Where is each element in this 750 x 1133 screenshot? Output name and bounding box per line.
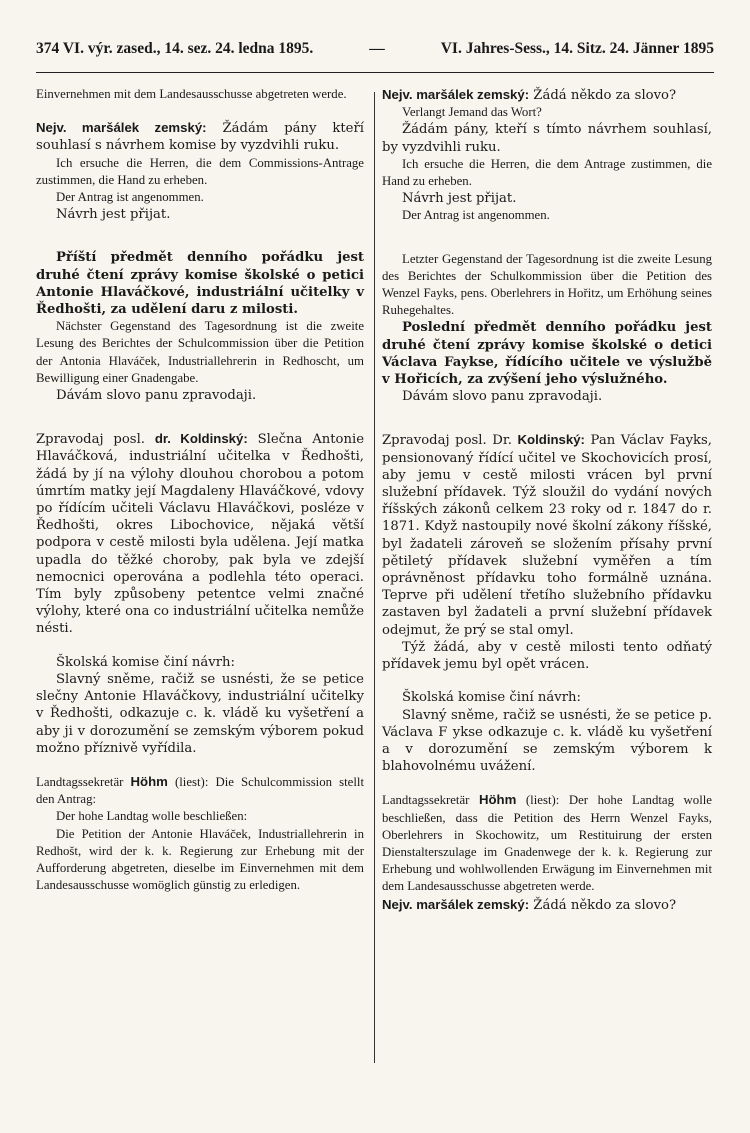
- speaker-name: Koldinský:: [517, 432, 585, 448]
- czech-paragraph: Dávám slovo panu zpravodaji.: [402, 389, 603, 405]
- paragraph-gap: [36, 223, 364, 249]
- speech-text: Žádá někdo za slovo?: [529, 897, 677, 913]
- german-paragraph: Nächster Gegenstand des Tagesordnung ist die zweite Lesung des Berichtes der Schulcommission über die Petition der Antonia Hlaváček, Industriallehrerin in Redhoscht, um Bewilligung einer Gnadengabe.: [36, 319, 364, 385]
- speaker-paragraph: [36, 773, 364, 808]
- header-right: VI. Jahres-Sess., 14. Sitz. 24. Jänner 1895: [440, 40, 714, 57]
- speaker-name: Nejv. maršálek zemský:: [382, 896, 530, 912]
- czech-paragraph: Návrh jest přijat.: [56, 207, 171, 223]
- german-paragraph: Ich ersuche die Herren, die dem Commissions-Antrage zustimmen, die Hand zu erheben.: [36, 155, 364, 187]
- speaker-paragraph: [36, 119, 364, 154]
- paragraph-gap: [36, 638, 364, 654]
- speaker-name: Höhm: [130, 773, 168, 789]
- czech-paragraph: Školská komise činí návrh:: [56, 654, 235, 670]
- speaker-prefix: Landtagssekretär: [382, 793, 479, 808]
- german-paragraph: Letzter Gegenstand der Tagesordnung ist die zweite Lesung des Berichtes der Schulkommission über die Petition des Wenzel Fayks, pens. Oberlehrers in Hořitz, um Erhöhung seines Ruhegehaltes.: [382, 251, 712, 318]
- speaker-prefix: Zpravodaj posl.: [36, 432, 155, 448]
- czech-paragraph: Žádám pány, kteří s tímto návrhem souhlasí, by vyzdvihli ruku.: [382, 122, 712, 155]
- german-paragraph: Ich ersuche die Herren, die dem Antrage zustimmen, die Hand zu erheben.: [382, 156, 712, 189]
- czech-paragraph: Poslední předmět denního pořádku jest druhé čtení zprávy komise školské o detici Václava Faykse, řídícího učitele ve výslužbě v Hořicích, za zvýšení jeho výslužného.: [382, 320, 712, 388]
- header-rule: [36, 72, 714, 73]
- speech-text: Pan Václav Fayks, pensionovaný řídící učitel ve Skochovicích prosí, aby jemu v cestě milosti vrácen byl první služební přídavek. Týž sloužil do vydání nových říšských zákonů celkem 23 roky od r. 1847 do r. 1871. Když nastoupily nové školní zákony říšské, byl žadateli zároveň se složením přísahy první pětiletý přídavek služební vyměřen a tím oprávněnost přídavku toho formálně uznána. Teprve při udělení třetího služebního přídavku zastaven byl žadateli a první služební přídavek odejmut, že prý se stal omyl.: [382, 433, 712, 638]
- speaker-name: Nejv. maršálek zemský:: [382, 87, 530, 102]
- german-paragraph: Der hohe Landtag wolle beschließen:: [56, 809, 248, 824]
- german-paragraph: Verlangt Jemand das Wort?: [402, 105, 542, 120]
- header-left: 374 VI. výr. zased., 14. sez. 24. ledna 1895.: [36, 40, 314, 57]
- header-separator: —: [369, 40, 385, 57]
- speaker-prefix: Landtagssekretär: [36, 774, 131, 789]
- speaker-name: Höhm: [478, 792, 517, 808]
- paragraph-gap: [382, 225, 712, 251]
- speaker-prefix: Zpravodaj posl. Dr.: [382, 433, 518, 449]
- speaker-name: Nejv. maršálek zemský:: [36, 120, 207, 136]
- paragraph-gap: [382, 405, 712, 431]
- speaker-paragraph: [36, 430, 364, 637]
- czech-paragraph: Týž žádá, aby v cestě milosti tento odňatý přídavek jemu byl opět vrácen.: [382, 639, 712, 673]
- speaker-paragraph: [382, 431, 712, 638]
- speaker-name: dr. Koldinský:: [154, 431, 248, 447]
- german-paragraph: Die Petition der Antonie Hlaváček, Industriallehrerin in Redhošt, wird der k. k. Regierung zur Erhebung mit der Aufforderung abgetreten, dieselbe im Einvernehmen mit dem Landesausschusse womöglich günstig zu erledigen.: [36, 826, 364, 893]
- czech-paragraph: Slavný sněme, račiž se usnésti, že se petice slečny Antonie Hlaváčkovy, industriální učitelky v Ředhošti, odkazuje c. k. vládě ku vyšetření a aby ji v dorozumění se zemským výborem pokud možno příznivě vyřídila.: [36, 671, 364, 756]
- speech-text: Žádá někdo za slovo?: [529, 88, 677, 103]
- paragraph-gap: [382, 673, 712, 689]
- paragraph-gap: [36, 103, 364, 119]
- left-column: [36, 86, 364, 894]
- czech-paragraph: Slavný sněme, račiž se usnésti, že se petice p. Václava F ykse odkazuje c. k. vládě ku vyšetření a v dorozumění se zemským výborem k blahovolnému uvážení.: [382, 707, 712, 775]
- czech-paragraph: Příští předmět denního pořádku jest druhé čtení zprávy komise školské o petici Antonie Hlaváčkové, industriální učitelky v Ředhošti, za udělení daru z milosti.: [36, 250, 364, 318]
- speaker-paragraph: [382, 86, 712, 104]
- paragraph-gap: [382, 775, 712, 791]
- speech-text: (liest): Die Schulcommission stellt den Antrag:: [36, 774, 364, 807]
- paragraph-gap: [36, 404, 364, 430]
- german-paragraph: Der Antrag ist angenommen.: [402, 208, 550, 223]
- speaker-paragraph: [382, 791, 712, 895]
- speech-text: Slečna Antonie Hlaváčková, industriální učitelka v Ředhošti, žádá by jí na výlohy dlouhou chorobou a potom úmrtím matky její Magdaleny Hlaváčkové, vdovy po řídícím učiteli Václavu Hlaváčkovi, posléze v Ředhošti, okres Libochovice, nějaká větší podpora v cestě milosti byla udělena. Její matka upadla do těžké choroby, pak byla ve zdejší nemocnici operována a podlehla této operaci. Tím byly způsobeny petentce velmi značné výlohy, které ona co industriální učitelka nemůže nésti.: [36, 432, 365, 637]
- czech-paragraph: Dávám slovo panu zpravodaji.: [56, 388, 257, 404]
- column-divider: [374, 92, 375, 1063]
- czech-paragraph: Školská komise činí návrh:: [402, 690, 581, 706]
- speaker-paragraph: [382, 896, 712, 914]
- page-header: [36, 40, 714, 64]
- paragraph-gap: [36, 757, 364, 773]
- czech-paragraph: Návrh jest přijat.: [402, 191, 517, 207]
- speech-text: (liest): Der hohe Landtag wolle beschließen, dass die Petition des Herrn Wenzel Fayks, Oberlehrers in Skochowitz, um Restituirung der ersten Dienstalterszulage im Gnadenwege der k. k. Regierung zur Erhebung und wohlwollenden Erwägung im Einvernehmen mit dem Landesausschusse abgetreten werde.: [382, 793, 712, 894]
- german-paragraph: Der Antrag ist angenommen.: [56, 190, 204, 205]
- german-paragraph: Einvernehmen mit dem Landesausschusse abgetreten werde.: [36, 87, 347, 101]
- speech-text: Žádám pány kteří souhlasí s návrhem komise by vyzdvihli ruku.: [36, 121, 365, 154]
- right-column: [382, 86, 712, 914]
